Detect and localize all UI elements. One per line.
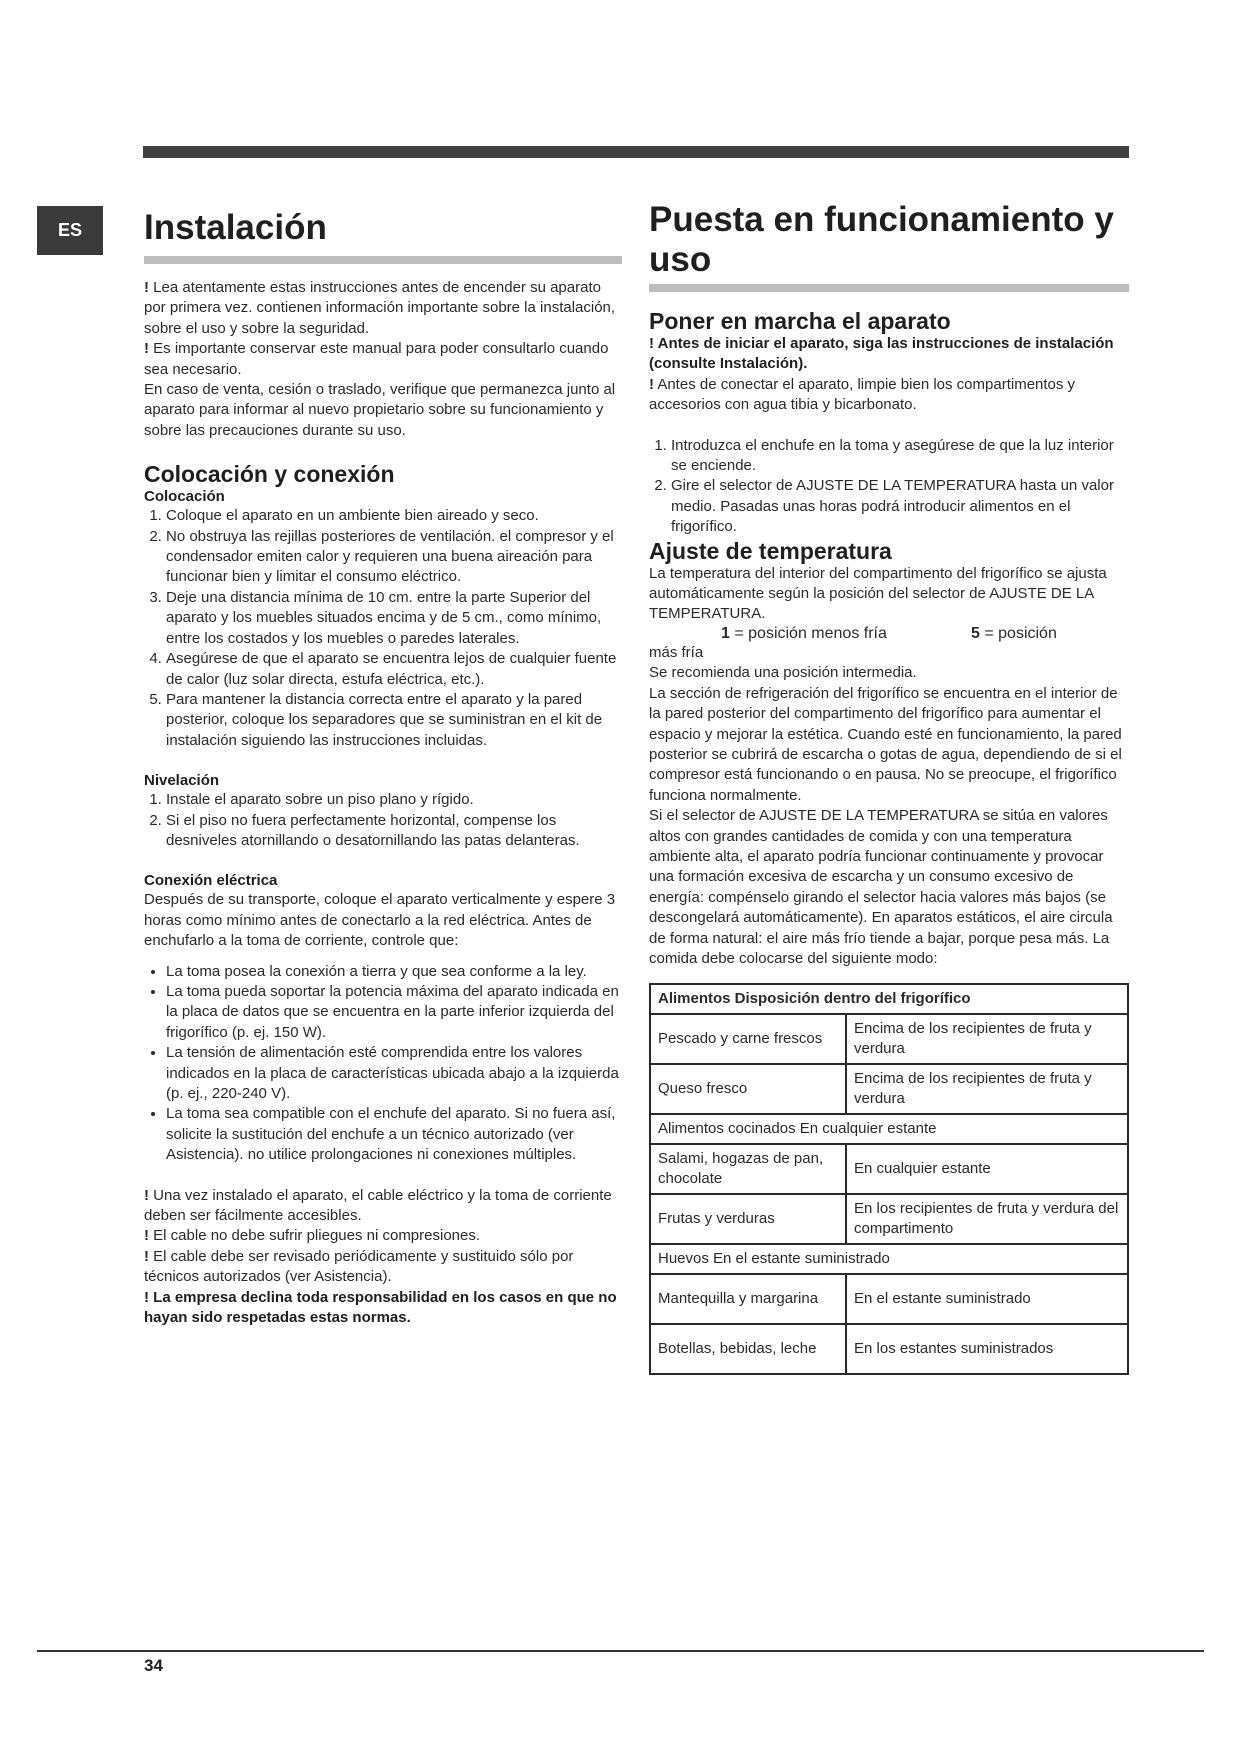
language-tab: ES xyxy=(37,206,103,255)
position-1-number: 1 xyxy=(721,624,730,642)
merged-cell: Alimentos cocinados En cualquier estante xyxy=(650,1114,1128,1144)
operation-column xyxy=(649,200,1129,1375)
position-1-text: = posición menos fría xyxy=(729,624,887,642)
food-cell: Pescado y carne frescos xyxy=(650,1014,846,1064)
food-cell: Frutas y verduras xyxy=(650,1194,846,1244)
operation-title: Puesta en funcionamiento y uso xyxy=(649,200,1114,279)
footer-rule xyxy=(37,1650,1204,1652)
warning-text: ! El cable debe ser revisado periódicamente y sustituido sólo por técnicos autorizados (ver Asistencia). xyxy=(144,1247,574,1286)
food-cell: Salami, hogazas de pan, chocolate xyxy=(650,1144,846,1194)
intro-paragraph: ! Lea atentamente estas instrucciones antes de encender su aparato por primera vez. contienen información importante sobre la instalación, sobre el uso y sobre la seguridad. xyxy=(144,279,616,337)
position-5-text: = posición xyxy=(979,624,1057,642)
position-5-number: 5 xyxy=(971,624,980,642)
placement-cell: Encima de los recipientes de fruta y verdura xyxy=(846,1014,1128,1064)
list-item: 2. No obstruya las rejillas posteriores de ventilación. el compresor y el condensador emiten calor y requieren una buena aireación para funcionar bien y limitar el consumo eléctrico. xyxy=(166,527,622,588)
placement-cell: En cualquier estante xyxy=(846,1144,1128,1194)
temperature-paragraph: Si el selector de AJUSTE DE LA TEMPERATURA se sitúa en valores altos con grandes cantidades de comida y con una temperatura ambiente alta, el aparato podría funcionar continuamente y provocar una formación excesiva de escarcha y un consumo excesivo de energía: compénselo girando el selector hacia valores más bajos (se descongelará automáticamente). En aparatos estáticos, el aire circula de forma natural: el aire más frío tiende a bajar, porque pesa más. La comida debe colocarse del siguiente modo: xyxy=(649,807,1113,967)
table-row xyxy=(650,1064,1128,1114)
top-rule xyxy=(143,146,1129,158)
temperature-title: Ajuste de temperatura xyxy=(649,537,892,564)
table-row xyxy=(650,1324,1128,1374)
food-placement-table xyxy=(649,983,1129,1375)
table-header-row xyxy=(650,984,1128,1014)
section-title-placement-connection: Colocación y conexión xyxy=(144,461,395,488)
table-row xyxy=(650,1244,1128,1274)
list-item: • La toma pueda soportar la potencia máxima del aparato indicada en la placa de datos que se encuentra en la parte inferior izquierda del frigorífico (p. ej. 150 W). xyxy=(166,982,622,1043)
table-row xyxy=(650,1114,1128,1144)
start-list xyxy=(649,436,1129,538)
installation-column xyxy=(144,200,622,1328)
page-number: 34 xyxy=(144,1656,163,1675)
start-title: Poner en marcha el aparato xyxy=(649,308,951,334)
list-item: 3. Deje una distancia mínima de 10 cm. entre la parte Superior del aparato y los muebles situados encima y de 5 cm., como mínimo, entre los costados y los muebles o paredes laterales. xyxy=(166,588,622,649)
temperature-positions xyxy=(649,625,1129,643)
table-header: Alimentos Disposición dentro del frigorífico xyxy=(650,984,1128,1014)
placement-cell: Encima de los recipientes de fruta y verdura xyxy=(846,1064,1128,1114)
merged-cell: Huevos En el estante suministrado xyxy=(650,1244,1128,1274)
title-rule xyxy=(649,284,1129,292)
warning-text: ! El cable no debe sufrir pliegues ni compresiones. xyxy=(144,1227,481,1245)
list-item: 2. Si el piso no fuera perfectamente horizontal, compense los desniveles atornillando o desatornillando las patas delanteras. xyxy=(166,811,622,852)
start-note: ! Antes de conectar el aparato, limpie bien los compartimentos y accesorios con agua tibia y bicarbonato. xyxy=(649,375,1076,414)
food-cell: Mantequilla y margarina xyxy=(650,1274,846,1324)
list-item: 1. Introduzca el enchufe en la toma y asegúrese de que la luz interior se enciende. xyxy=(671,436,1129,477)
placement-cell: En los estantes suministrados xyxy=(846,1324,1128,1374)
list-item: • La toma posea la conexión a tierra y que sea conforme a la ley. xyxy=(166,962,622,982)
food-cell: Botellas, bebidas, leche xyxy=(650,1324,846,1374)
list-item: • La tensión de alimentación esté comprendida entre los valores indicados en la placa de características ubicada abajo a la izquierda (p. ej., 220-240 V). xyxy=(166,1043,622,1104)
temperature-paragraph: La sección de refrigeración del frigorífico se encuentra en el interior de la pared posterior del compartimento del frigorífico para aumentar el espacio y mejorar la estética. Cuando esté en funcionamiento, la pared posterior se cubrirá de escarcha o gotas de agua, dependiendo de si el compresor está funcionando o en pausa. No se preocupe, el frigorífico funciona normalmente. xyxy=(649,684,1122,804)
electrical-list xyxy=(144,962,622,1166)
food-cell: Queso fresco xyxy=(650,1064,846,1114)
list-item: • La toma sea compatible con el enchufe del aparato. Si no fuera así, solicite la sustitución del enchufe a un técnico autorizado (ver Asistencia). no utilice prolongaciones ni conexiones múltiples. xyxy=(166,1104,622,1165)
temperature-paragraph: Se recomienda una posición intermedia. xyxy=(649,664,917,682)
intro-paragraph: En caso de venta, cesión o traslado, verifique que permanezca junto al aparato para informar al nuevo propietario sobre su funcionamiento y sobre las precauciones durante su uso. xyxy=(144,381,616,439)
placement-list xyxy=(144,506,622,751)
list-item: 1. Instale el aparato sobre un piso plano y rígido. xyxy=(166,790,622,810)
intro-paragraph: ! Es importante conservar este manual para poder consultarlo cuando sea necesario. xyxy=(144,340,609,378)
list-item: 4. Asegúrese de que el aparato se encuentra lejos de cualquier fuente de calor (luz solar directa, estufa eléctrica, etc.). xyxy=(166,649,622,690)
installation-title: Instalación xyxy=(144,208,327,247)
electrical-subtitle: Conexión eléctrica xyxy=(144,872,278,890)
start-bold-note: ! Antes de iniciar el aparato, siga las instrucciones de instalación (consulte Instalación). xyxy=(649,335,1114,373)
table-row xyxy=(650,1194,1128,1244)
temperature-intro: La temperatura del interior del compartimento del frigorífico se ajusta automáticamente según la posición del selector de AJUSTE DE LA TEMPERATURA. xyxy=(649,564,1107,623)
table-row xyxy=(650,1014,1128,1064)
list-item: 1. Coloque el aparato en un ambiente bien aireado y seco. xyxy=(166,506,622,526)
table-row xyxy=(650,1274,1128,1324)
final-warning: ! La empresa declina toda responsabilidad en los casos en que no hayan sido respetadas estas normas. xyxy=(144,1288,617,1327)
leveling-list xyxy=(144,790,622,851)
placement-cell: En los recipientes de fruta y verdura del compartimento xyxy=(846,1194,1128,1244)
leveling-subtitle: Nivelación xyxy=(144,772,220,790)
placement-cell: En el estante suministrado xyxy=(846,1274,1128,1324)
warning-text: ! Una vez instalado el aparato, el cable eléctrico y la toma de corriente deben ser fácilmente accesibles. xyxy=(144,1186,612,1225)
position-5-continuation: más fría xyxy=(649,643,704,661)
table-row xyxy=(650,1144,1128,1194)
placement-subtitle: Colocación xyxy=(144,488,225,506)
list-item: 2. Gire el selector de AJUSTE DE LA TEMPERATURA hasta un valor medio. Pasadas unas horas podrá introducir alimentos en el frigorífico. xyxy=(671,476,1129,537)
title-rule xyxy=(144,256,622,264)
electrical-intro: Después de su transporte, coloque el aparato verticalmente y espere 3 horas como mínimo antes de conectarlo a la red eléctrica. Antes de enchufarlo a la toma de corriente, controle que: xyxy=(144,891,616,950)
list-item: 5. Para mantener la distancia correcta entre el aparato y la pared posterior, coloque los separadores que se suministran en el kit de instalación siguiendo las instrucciones incluidas. xyxy=(166,690,622,751)
